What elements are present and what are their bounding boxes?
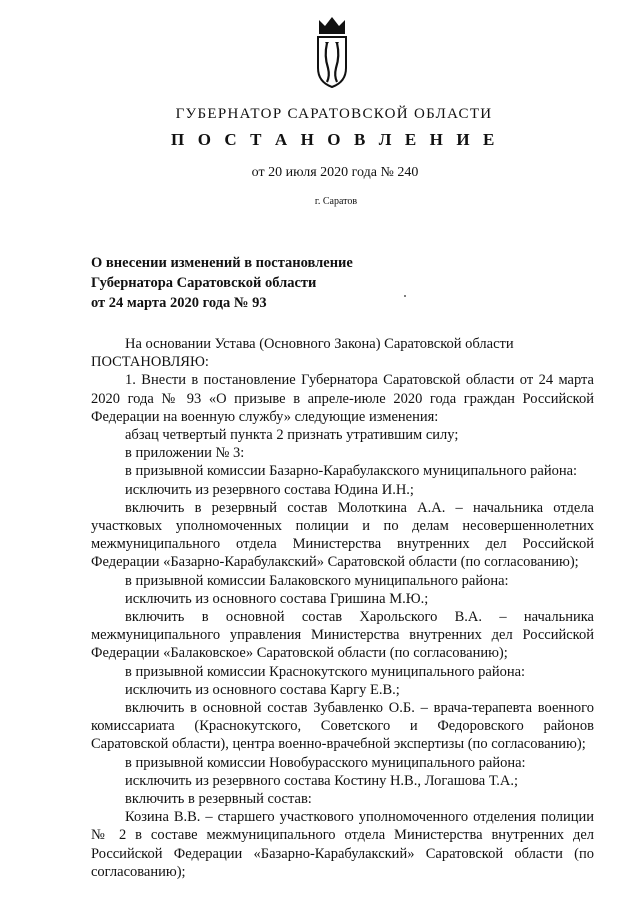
paragraph: исключить из основного состава Каргу Е.В.; [125, 681, 400, 698]
paragraph: исключить из резервного состава Костину Н.В., Логашова Т.А.; [125, 772, 519, 789]
city: г. Саратов [314, 196, 358, 207]
subject-line: Губернатора Саратовской области [91, 275, 317, 291]
paragraph: исключить из основного состава Гришина М.Ю.; [125, 590, 429, 607]
paragraph: включить в резервный состав Молоткина А.А. – начальника отдела участковых уполномоченных полиции и по делам несовершеннолетних межмуниципального отдела Министерства внутренних дел Российской Федерации «Базарно-Карабулакский» Саратовской области (по согласованию); [91, 499, 594, 571]
paragraph: включить в основной состав Зубавленко О.Б. – врача-терапевта военного комиссариата (Краснокутского, Советского и Федоровского районов Саратовской области), центра военно-врачебной экспертизы (по согласованию); [91, 700, 594, 753]
paragraph: в призывной комиссии Базарно-Карабулакского муниципального района: [125, 463, 578, 480]
date-and-number: от 20 июля 2020 года № 240 [251, 165, 419, 180]
subject-line: О внесении изменений в постановление [91, 255, 353, 271]
subject-heading [91, 253, 353, 313]
paragraph: включить в резервный состав: [125, 791, 312, 808]
paragraph: в призывной комиссии Балаковского муниципального района: [125, 572, 509, 589]
issuing-authority: ГУБЕРНАТОР САРАТОВСКОЙ ОБЛАСТИ [175, 106, 493, 122]
paragraph: в приложении № 3: [125, 445, 245, 462]
paragraph-decree: ПОСТАНОВЛЯЮ: [91, 354, 209, 371]
paragraph: Козина В.В. – старшего участкового уполномоченного отделения полиции № 2 в составе межмуниципального отдела Министерства внутренних дел Российской Федерации «Базарно-Карабулакский» Саратовской области (по согласованию); [91, 809, 594, 880]
saratov-coat-of-arms [315, 16, 349, 88]
paragraph: абзац четвертый пункта 2 признать утратившим силу; [125, 427, 459, 444]
paragraph: исключить из резервного состава Юдина И.Н.; [125, 481, 414, 498]
scan-speck [404, 295, 406, 297]
subject-line: от 24 марта 2020 года № 93 [91, 295, 267, 311]
paragraph: 1. Внести в постановление Губернатора Саратовской области от 24 марта 2020 года № 93 «О призыве в апреле-июле 2020 года граждан Российской Федерации на военную службу» следующие изменения: [91, 372, 594, 425]
paragraph: На основании Устава (Основного Закона) Саратовской области [125, 336, 514, 352]
paragraph: в призывной комиссии Краснокутского муниципального района: [125, 663, 526, 680]
document-type: П О С Т А Н О В Л Е Н И Е [171, 130, 499, 149]
paragraph: в призывной комиссии Новобурасского муниципального района: [125, 754, 526, 771]
document-body [91, 335, 594, 881]
paragraph: включить в основной состав Харольского В.А. – начальника межмуниципального управления Министерства внутренних дел Российской Федерации «Балаковское» Саратовской области (по согласованию); [91, 609, 594, 662]
